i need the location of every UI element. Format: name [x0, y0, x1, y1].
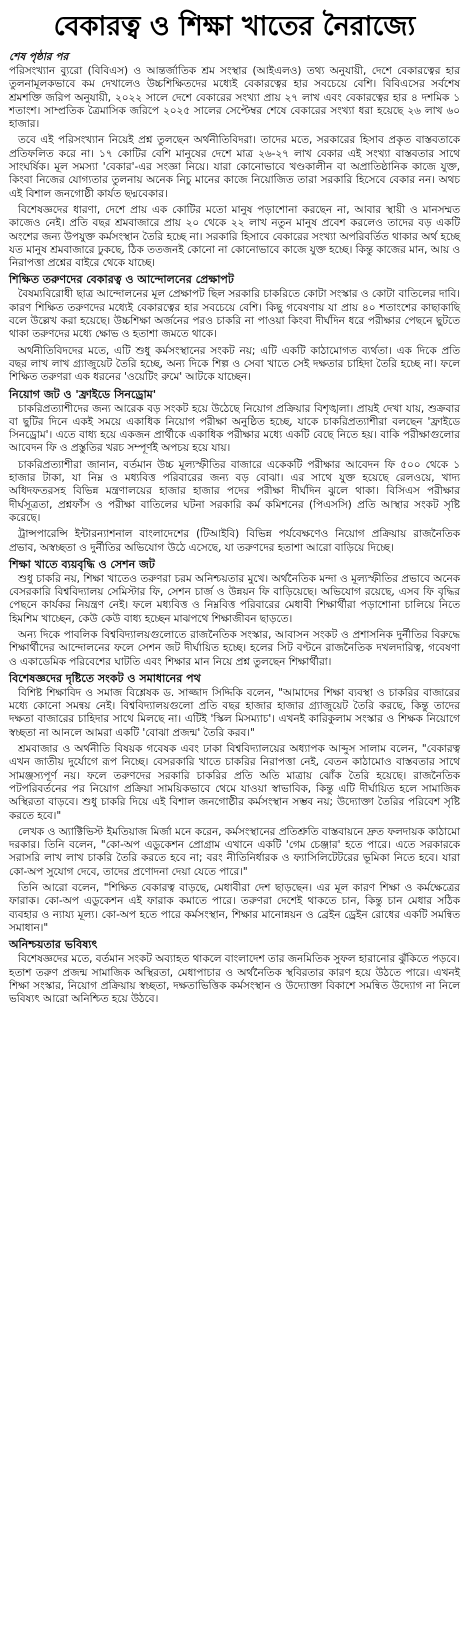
- continued-from-label: শেষ পৃষ্ঠার পর: [9, 51, 69, 63]
- section-heading: বিশেষজ্ঞদের দৃষ্টিতে সংকট ও সমাধানের পথ: [9, 671, 201, 685]
- article-section: [9, 558, 460, 669]
- article-section: [9, 65, 460, 270]
- body-paragraph: বিশেষজ্ঞদের ধারণা, দেশে প্রায় এক কোটির মতো মানুষ পড়াশোনা করছেন না, আবার স্থায়ী ও মানসম্মত কাজেও নেই। প্রতি বছর শ্রমবাজারে প্রায় ২০ থেকে ২২ লাখ নতুন মানুষ প্রবেশ করলেও তাদের বড় একটি অংশের জন্য উপযুক্ত কর্মসংস্থান তৈরি হচ্ছে না। সরকারি হিসাবে বেকারের সংখ্যা অপরিবর্তিত থাকার অর্থ হচ্ছে যত মানুষ শ্রমবাজারে ঢুকছে, ঠিক ততজনই কোনো না কোনোভাবে কাজে যুক্ত হচ্ছে। কিন্তু কাজের মান, আয় ও নিরাপত্তা প্রশ্নের বাইরে থেকে যাচ্ছে।: [9, 203, 460, 270]
- section-heading: নিয়োগ জট ও 'ফ্রাইডে সিনড্রোম': [9, 387, 157, 401]
- article-section: [9, 672, 460, 935]
- body-paragraph: অর্থনীতিবিদদের মতে, এটি শুধু কর্মসংস্থানের সংকট নয়; এটি একটি কাঠামোগত ব্যর্থতা। এক দিকে প্রতি বছর লাখ লাখ গ্র্যাজুয়েট তৈরি হচ্ছে, অন্য দিকে শিল্প ও সেবা খাতে সেই দক্ষতার চাহিদা তৈরি হচ্ছে না। ফলে শিক্ষিত তরুণরা এক ধরনের 'ওয়েটিং রুমে' আটকে যাচ্ছেন।: [9, 344, 460, 384]
- body-paragraph: বৈষম্যবিরোধী ছাত্র আন্দোলনের মূল প্রেক্ষাপট ছিল সরকারি চাকরিতে কোটা সংস্কার ও কোটা বাতিলের দাবি। কারণ শিক্ষিত তরুণদের মধ্যেই বেকারত্বের হার সবচেয়ে বেশি। কিছু গবেষণায় যা প্রায় ৪০ শতাংশের কাছাকাছি বলে উল্লেখ করা হয়েছে। উচ্চশিক্ষা অর্জনের পরও চাকরি না পাওয়া কিংবা দীর্ঘদিন ধরে পরীক্ষার পেছনে ছুটতে থাকা তরুণদের মধ্যে ক্ষোভ ও হতাশা জমতে থাকে।: [9, 288, 460, 341]
- body-paragraph: বিশিষ্ট শিক্ষাবিদ ও সমাজ বিশ্লেষক ড. সাজ্জাদ সিদ্দিকি বলেন, "আমাদের শিক্ষা ব্যবস্থা ও চাকরির বাজারের মধ্যে কোনো সমন্বয় নেই। বিশ্ববিদ্যালয়গুলো প্রতি বছর হাজার হাজার গ্র্যাজুয়েট তৈরি করছে, কিন্তু তাদের দক্ষতা বাজারের চাহিদার সাথে মিলছে না। এটিই 'স্কিল মিসম্যাচ'। এখনই কারিকুলাম সংস্কার ও শিক্ষক নিয়োগে স্বচ্ছতা না আনলে আমরা একটি 'বোঝা প্রজন্ম' তৈরি করব।": [9, 686, 460, 739]
- body-paragraph: শ্রমবাজার ও অর্থনীতি বিষয়ক গবেষক এবং ঢাকা বিশ্ববিদ্যালয়ের অধ্যাপক আব্দুস সালাম বলেন, "বেকারত্ব এখন জাতীয় দুর্যোগে রূপ নিচ্ছে। বেসরকারি খাতে চাকরির নিরাপত্তা নেই, বেতন কাঠামোও বাস্তবতার সাথে সামঞ্জস্যপূর্ণ নয়। ফলে তরুণদের সরকারি চাকরির প্রতি অতি মাত্রায় ঝোঁক তৈরি হয়েছে। রাজনৈতিক পটপরিবর্তনের পর নিয়োগ প্রক্রিয়া সাময়িকভাবে থেমে যাওয়া স্বাভাবিক, কিন্তু এটি দীর্ঘায়িত হলে সামাজিক অস্থিরতা বাড়বে। শুধু চাকরি দিয়ে এই বিশাল জনগোষ্ঠীর কর্মসংস্থান সম্ভব নয়; উদ্যোক্তা তৈরির পরিবেশ সৃষ্টি করতে হবে।": [9, 743, 460, 822]
- body-paragraph: চাকরিপ্রত্যাশীদের জন্য আরেক বড় সংকট হয়ে উঠেছে নিয়োগ প্রক্রিয়ার বিশৃঙ্খলা। প্রায়ই দেখা যায়, শুক্রবার বা ছুটির দিনে একই সময়ে একাধিক নিয়োগ পরীক্ষা অনুষ্ঠিত হচ্ছে, যাকে চাকরিপ্রত্যাশীরা বলছেন 'ফ্রাইডে সিনড্রোম'। এতে বাধ্য হয়ে একজন প্রার্থীকে একাধিক পরীক্ষার মধ্যে একটি বেছে নিতে হয়। বাকি পরীক্ষাগুলোর আবেদন ফি ও প্রস্তুতির খরচ সম্পূর্ণই অপচয় হয়ে যায়।: [9, 402, 460, 455]
- section-heading: শিক্ষিত তরুণদের বেকারত্ব ও আন্দোলনের প্রেক্ষাপট: [9, 273, 234, 287]
- body-paragraph: তবে এই পরিসংখ্যান নিয়েই প্রশ্ন তুলছেন অর্থনীতিবিদরা। তাদের মতে, সরকারের হিসাব প্রকৃত বাস্তবতাকে প্রতিফলিত করে না। ১৭ কোটির বেশি মানুষের দেশে মাত্র ২৬-২৭ লাখ বেকার এই সংখ্যা বাস্তবতার সাথে সাংঘর্ষিক। মূল সমস্যা 'বেকার'-এর সংজ্ঞা নিয়ে। যারা কোনোভাবে খণ্ডকালীন বা অপ্রাতিষ্ঠানিক কাজে যুক্ত, কিংবা নিজের যোগ্যতার তুলনায় অনেক নিচু মানের কাজে নিয়োজিত তারা সরকারি হিসেবে বেকার নন। অথচ এই বিশাল জনগোষ্ঠী কার্যত ছদ্মবেকার।: [9, 134, 460, 200]
- body-paragraph: বিশেষজ্ঞদের মতে, বর্তমান সংকট অব্যাহত থাকলে বাংলাদেশ তার জনমিতিক সুফল হারানোর ঝুঁকিতে পড়বে। হতাশ তরুণ প্রজন্ম সামাজিক অস্থিরতা, মেধাপাচার ও অর্থনৈতিক স্থবিরতার কারণ হয়ে উঠতে পারে। এখনই শিক্ষা সংস্কার, নিয়োগ প্রক্রিয়ায় স্বচ্ছতা, দক্ষতাভিত্তিক কর্মসংস্থান ও উদ্যোক্তা বিকাশে সমন্বিত উদ্যোগ না নিলে ভবিষ্যৎ আরো অনিশ্চিত হয়ে উঠবে।: [9, 953, 460, 1006]
- body-paragraph: ট্রান্সপারেন্সি ইন্টারন্যাশনাল বাংলাদেশের (টিআইবি) বিভিন্ন পর্যবেক্ষণেও নিয়োগ প্রক্রিয়ায় রাজনৈতিক প্রভাব, অস্বচ্ছতা ও দুর্নীতির অভিযোগ উঠে এসেছে, যা তরুণদের হতাশা আরো বাড়িয়ে দিচ্ছে।: [9, 528, 460, 554]
- body-paragraph: শুধু চাকরি নয়, শিক্ষা খাতেও তরুণরা চরম অনিশ্চয়তার মুখে। অর্থনৈতিক মন্দা ও মূল্যস্ফীতির প্রভাবে অনেক বেসরকারি বিশ্ববিদ্যালয় সেমিস্টার ফি, সেশন চার্জ ও উন্নয়ন ফি বাড়িয়েছে। অভিযোগ রয়েছে, এসব ফি বৃদ্ধির পেছনে কার্যকর নিয়ন্ত্রণ নেই। ফলে মধ্যবিত্ত ও নিম্নবিত্ত পরিবারের মেধাবী শিক্ষার্থীরা পড়াশোনা চালিয়ে নিতে হিমশিম খাচ্ছেন, কেউ কেউ বাধ্য হচ্ছেন মাঝপথে শিক্ষাজীবন ছাড়তে।: [9, 572, 460, 625]
- section-heading: অনিশ্চয়তার ভবিষ্যৎ: [9, 938, 98, 952]
- section-heading: শিক্ষা খাতে ব্যয়বৃদ্ধি ও সেশন জট: [9, 557, 155, 571]
- body-paragraph: চাকরিপ্রত্যাশীরা জানান, বর্তমান উচ্চ মূল্যস্ফীতির বাজারে একেকটি পরীক্ষার আবেদন ফি ৫০০ থেকে ১ হাজার টাকা, যা নিম্ন ও মধ্যবিত্ত পরিবারের জন্য বড় বোঝা। এর সাথে যুক্ত হয়েছে রেলওয়ে, খাদ্য অধিদফতরসহ বিভিন্ন মন্ত্রণালয়ের হাজার হাজার পদের পরীক্ষা দীর্ঘদিন ঝুলে থাকা। বিসিএস পরীক্ষার দীর্ঘসূত্রতা, প্রশ্নফাঁস ও পরীক্ষা বাতিলের ঘটনা সরকারি কর্ম কমিশনের (পিএসসি) প্রতি আস্থার সংকট সৃষ্টি করেছে।: [9, 458, 460, 524]
- body-paragraph: তিনি আরো বলেন, "শিক্ষিত বেকারত্ব বাড়ছে, মেধাবীরা দেশ ছাড়ছেন। এর মূল কারণ শিক্ষা ও কর্মক্ষেত্রের ফারাক। কো-অপ এডুকেশন এই ফারাক কমাতে পারে। তরুণরা দেশেই থাকতে চান, কিন্তু চান মেধার সঠিক ব্যবহার ও ন্যায্য মূল্য। কো-অপ হতে পারে কর্মসংস্থান, শিক্ষার মানোন্নয়ন ও ব্রেইন ড্রেইন রোধের একটি সমন্বিত সমাধান।": [9, 882, 460, 934]
- article-section: [9, 273, 460, 384]
- article-headline: বেকারত্ব ও শিক্ষা খাতের নৈরাজ্যে: [53, 11, 416, 42]
- body-paragraph: লেখক ও অ্যাক্টিভিস্ট ইমতিয়াজ মির্জা মনে করেন, কর্মসংস্থানের প্রতিশ্রুতি বাস্তবায়নে দ্রুত ফলদায়ক কাঠামো দরকার। তিনি বলেন, "কো-অপ এডুকেশন প্রোগ্রাম এখানে একটি 'গেম চেঞ্জার' হতে পারে। এতে সরকারকে সরাসরি লাখ লাখ চাকরি তৈরি করতে হবে না; বরং নীতিনির্ধারক ও ফ্যাসিলিটেটরের ভূমিকা নিতে হবে। যারা কো-অপ সুযোগ দেবে, তাদের প্রণোদনা দেয়া যেতে পারে।": [9, 825, 460, 878]
- article-section: [9, 388, 460, 555]
- article-section: [9, 938, 460, 1006]
- body-paragraph: অন্য দিকে পাবলিক বিশ্ববিদ্যালয়গুলোতে রাজনৈতিক সংস্কার, আবাসন সংকট ও প্রশাসনিক দুর্নীতির বিরুদ্ধে শিক্ষার্থীদের আন্দোলনের ফলে সেশন জট দীর্ঘায়িত হচ্ছে। হলের সিট বণ্টনে রাজনৈতিক দখলদারিত্ব, গবেষণা ও একাডেমিক পরিবেশের ঘাটতি এবং শিক্ষার মান নিয়ে প্রশ্ন তুলছেন শিক্ষার্থীরা।: [9, 628, 460, 668]
- body-paragraph: পরিসংখ্যান ব্যুরো (বিবিএস) ও আন্তর্জাতিক শ্রম সংস্থার (আইএলও) তথ্য অনুযায়ী, দেশে বেকারত্বের হার তুলনামূলকভাবে কম দেখালেও উচ্চশিক্ষিতদের মধ্যেই বেকারত্বের হার সবচেয়ে বেশি। বিবিএসের সর্বশেষ শ্রমশক্তি জরিপ অনুযায়ী, ২০২২ সালে দেশে বেকারের সংখ্যা প্রায় ২৭ লাখ এবং বেকারত্বের হার ৪ দশমিক ১ শতাংশ। সাম্প্রতিক ত্রৈমাসিক জরিপে ২০২৫ সালের সেপ্টেম্বর শেষে বেকারের সংখ্যা ধরা হয়েছে ২৬ লাখ ৬০ হাজার।: [9, 65, 460, 131]
